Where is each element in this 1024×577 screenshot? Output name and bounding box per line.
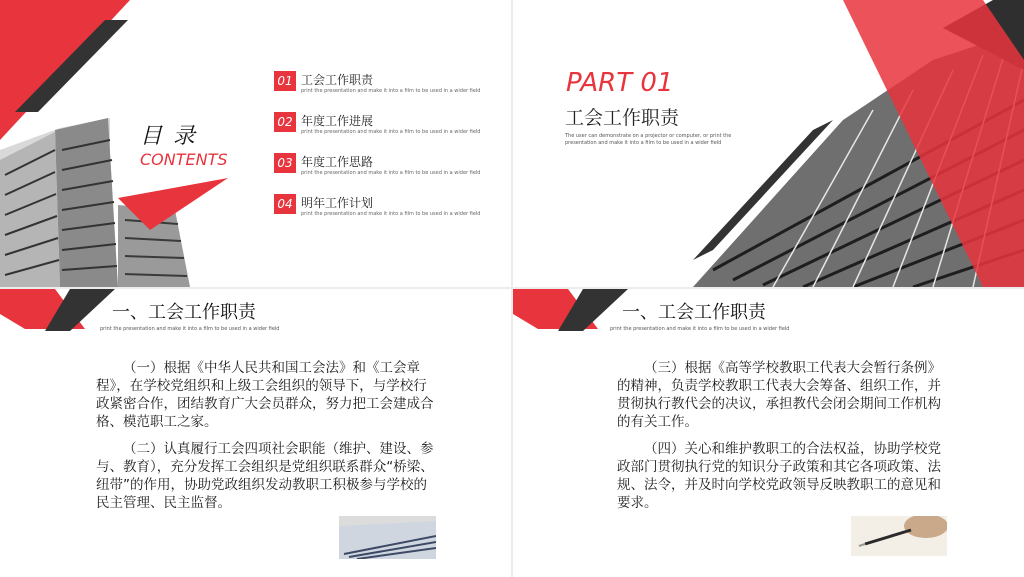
toc-number: 01 [274, 71, 296, 91]
slide-part-01[interactable] [513, 0, 1024, 287]
part-label: PART 01 [566, 68, 674, 98]
toc-number: 04 [274, 194, 296, 214]
slide-contents[interactable] [0, 0, 511, 287]
part-desc-line1: The user can demonstrate on a projector or computer, or print the [565, 133, 732, 139]
section-subtitle: print the presentation and make it into a film to be used in a wider field [610, 326, 790, 332]
toc-number: 03 [274, 153, 296, 173]
slide-duties-2[interactable] [513, 289, 1024, 577]
toc-title: 工会工作职责 [301, 73, 374, 87]
section-title: 一、工会工作职责 [112, 302, 256, 323]
toc-subtitle: print the presentation and make it into a film to be used in a wider field [301, 88, 481, 94]
slide-duties-1[interactable] [0, 289, 511, 577]
contents-subtitle: CONTENTS [140, 150, 228, 169]
toc-number: 02 [274, 112, 296, 132]
building-graphic [0, 0, 511, 287]
body-content [96, 359, 436, 521]
part-desc-line2: presentation and make it into a film to be used in a wider field [565, 140, 722, 146]
stationery-image [339, 516, 436, 559]
toc-subtitle: print the presentation and make it into a film to be used in a wider field [301, 211, 481, 217]
paragraph-3: （三）根据《高等学校教职工代表大会暂行条例》的精神，负责学校教职工代表大会筹备、组织工作，并贯彻执行教代会的决议，承担教代会闭会期间工作机构的有关工作。 [617, 360, 941, 430]
paragraph-1: （一）根据《中华人民共和国工会法》和《工会章程》，在学校党组织和上级工会组织的领导下，与学校行政紧密合作，团结教育广大会员群众，努力把工会建成合格、模范职工之家。 [96, 360, 434, 430]
pen-writing-image [851, 516, 947, 556]
toc-subtitle: print the presentation and make it into a film to be used in a wider field [301, 170, 481, 176]
section-subtitle: print the presentation and make it into a film to be used in a wider field [100, 326, 280, 332]
toc-subtitle: print the presentation and make it into a film to be used in a wider field [301, 129, 481, 135]
body-content [617, 359, 953, 521]
section-title: 一、工会工作职责 [622, 302, 766, 323]
toc-title: 年度工作进展 [301, 114, 374, 128]
contents-title: 目 录 [140, 124, 197, 149]
paragraph-2: （二）认真履行工会四项社会职能（维护、建设、参与、教育），充分发挥工会组织是党组织联系群众“桥梁、纽带”的作用，协助党政组织发动教职工积极参与学校的民主管理、民主监督。 [96, 441, 434, 511]
toc-title: 明年工作计划 [301, 196, 374, 210]
paragraph-4: （四）关心和维护教职工的合法权益，协助学校党政部门贯彻执行党的知识分子政策和其它各项政策、法规、法令，并及时向学校党政领导反映教职工的意见和要求。 [617, 441, 941, 511]
part-title: 工会工作职责 [565, 107, 680, 129]
toc-title: 年度工作思路 [301, 155, 374, 169]
